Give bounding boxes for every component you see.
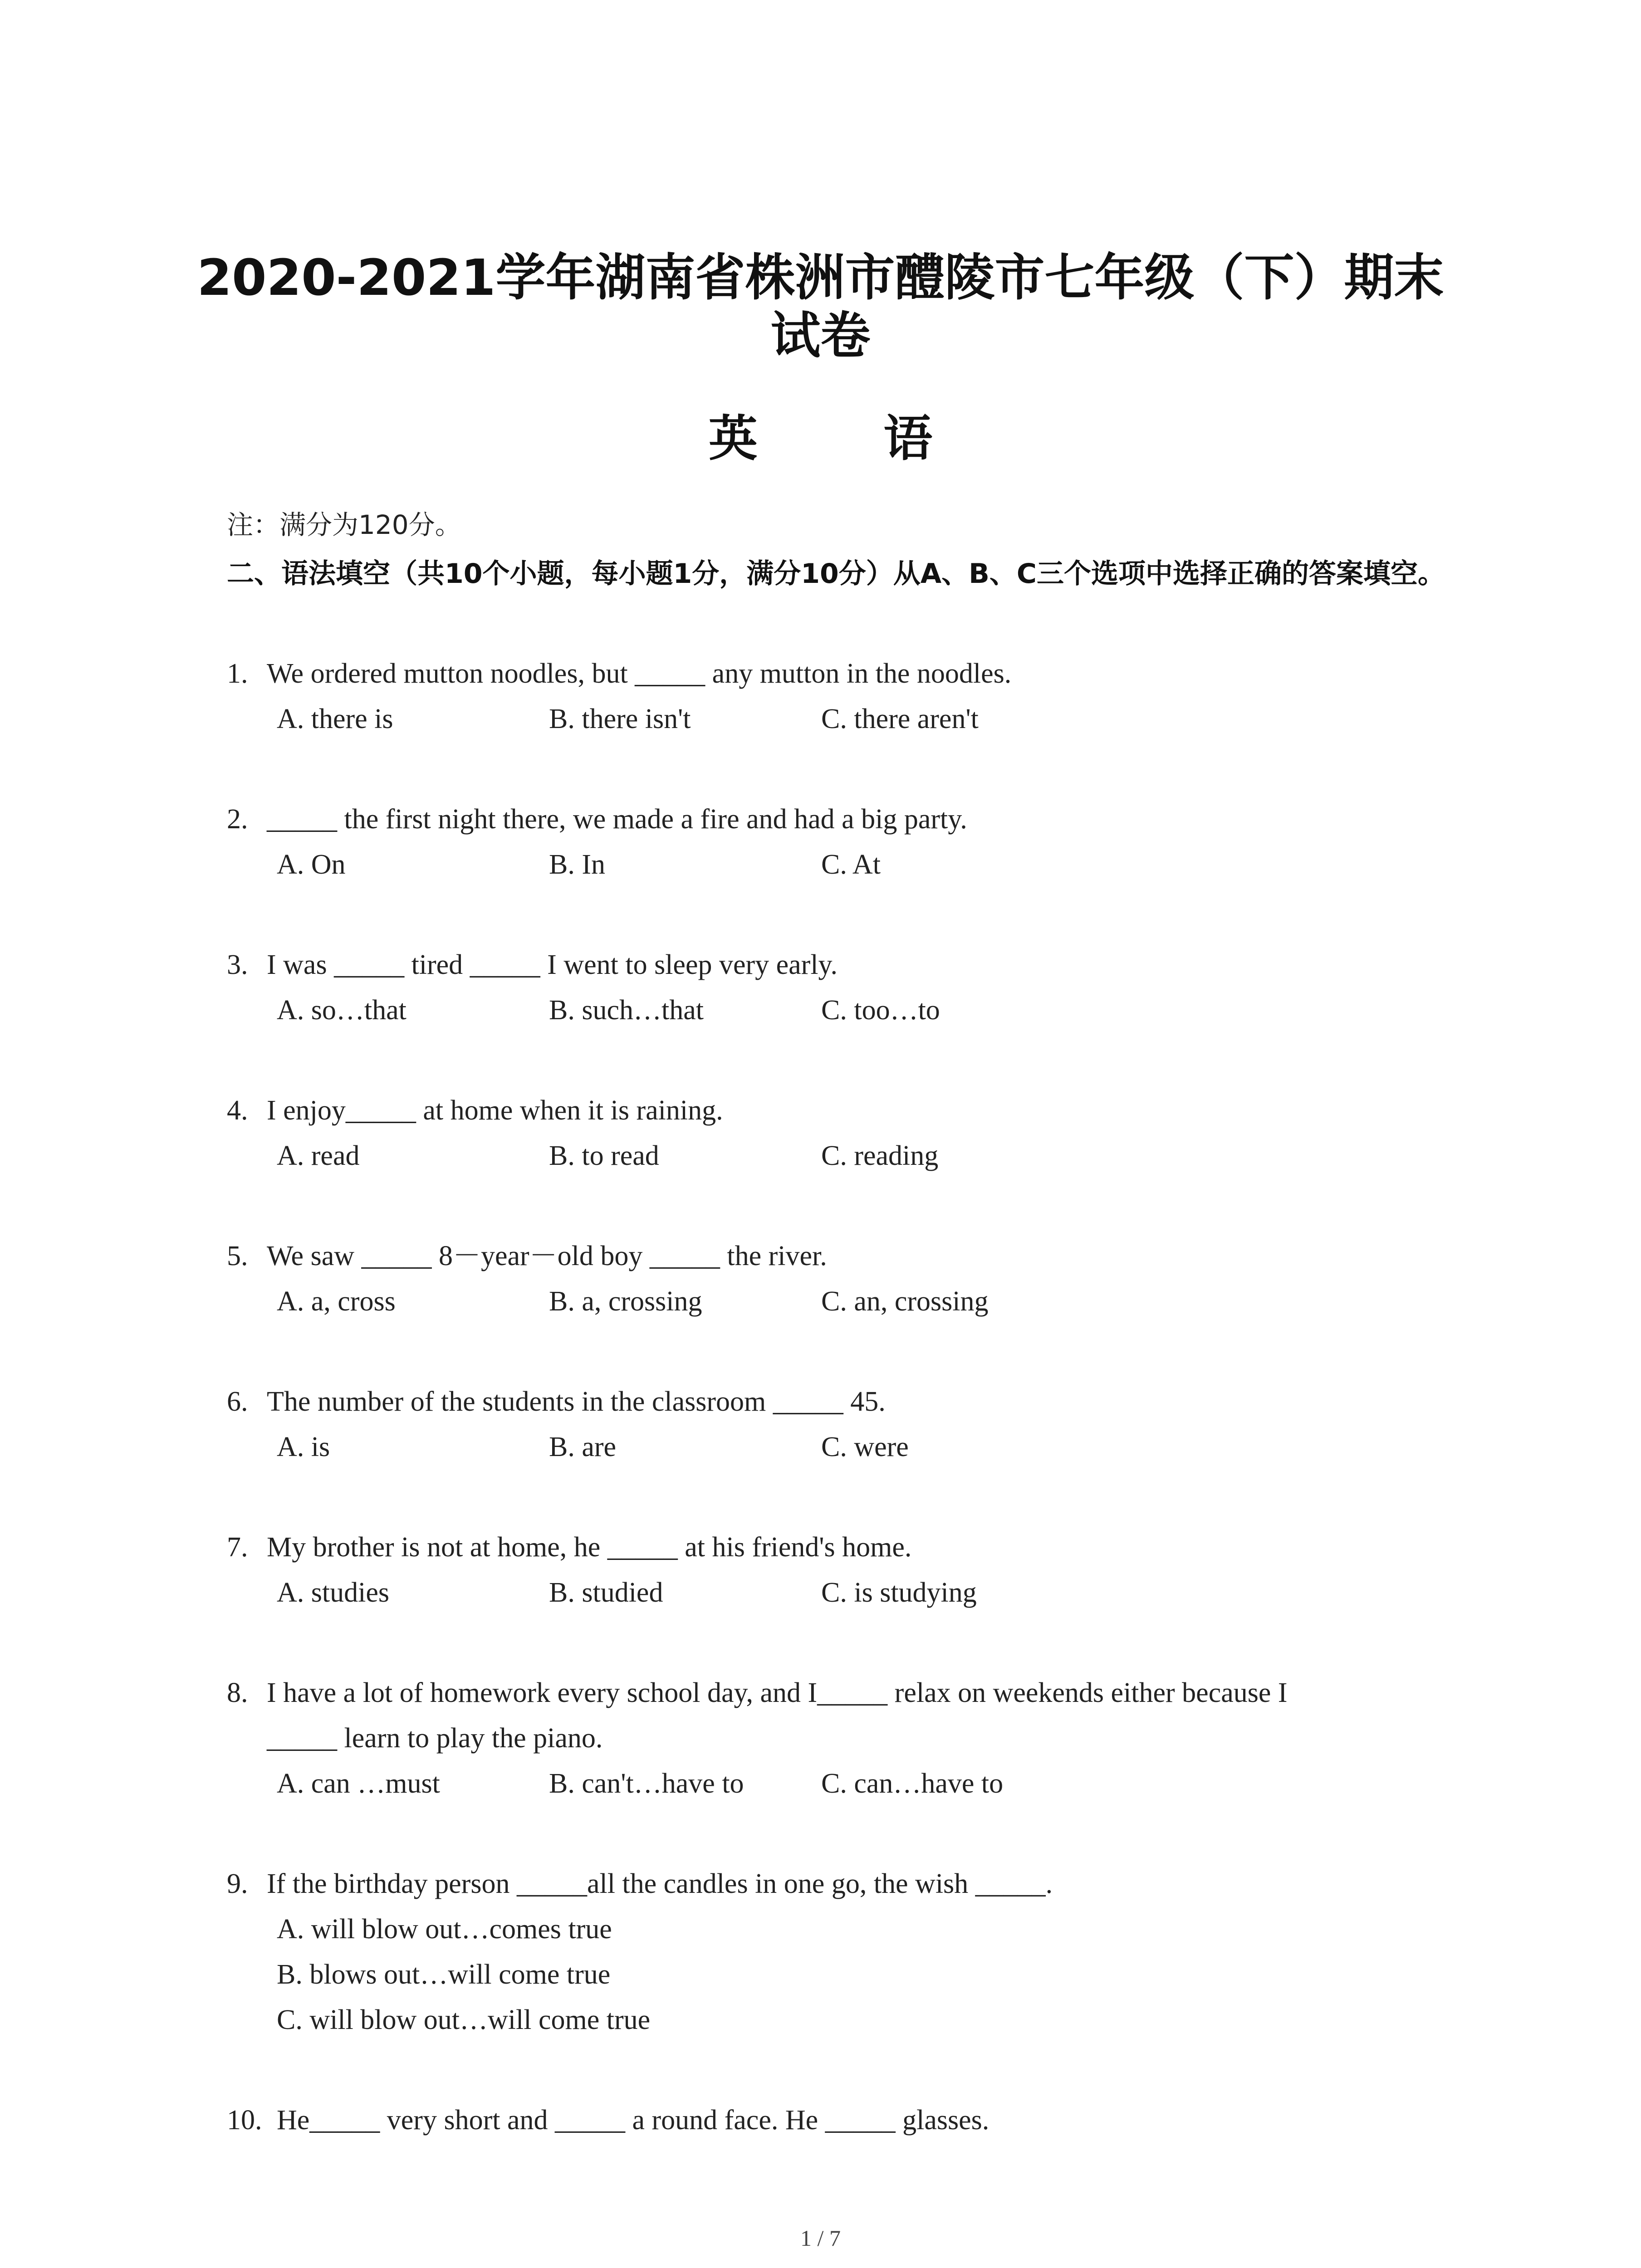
question-stem: The number of the students in the classroom _____ 45. xyxy=(267,1386,886,1417)
option-a: A. read xyxy=(277,1140,360,1171)
option-b: B. such…that xyxy=(549,995,704,1026)
question-6 xyxy=(227,1379,1497,1470)
question-9 xyxy=(227,1861,1497,2043)
option-a: A. can …must xyxy=(277,1768,440,1799)
option-c: C. reading xyxy=(821,1140,939,1171)
page-indicator: 1 / 7 xyxy=(800,2225,841,2251)
option-c: C. there aren't xyxy=(821,704,979,734)
options-row xyxy=(227,1133,1497,1178)
option-c: C. too…to xyxy=(821,995,940,1026)
question-number: 1. xyxy=(227,658,248,689)
options-row xyxy=(227,1424,1497,1470)
question-stem: I have a lot of homework every school day, and I_____ relax on weekends either because I xyxy=(267,1677,1288,1708)
score-note: 注：满分为120分。 xyxy=(227,509,461,540)
option-b: B. to read xyxy=(549,1140,659,1171)
options-row xyxy=(227,987,1497,1033)
question-3 xyxy=(227,942,1497,1033)
section-heading: 二、语法填空（共10个小题，每小题1分，满分10分）从A、B、C三个选项中选择正确的答案填空。 xyxy=(227,558,1445,590)
question-number: 2. xyxy=(227,804,248,835)
question-stem: _____ the first night there, we made a fire and had a big party. xyxy=(267,804,967,835)
option-b: B. studied xyxy=(549,1577,663,1608)
question-stem: We saw _____ 8－year－old boy _____ the river. xyxy=(267,1241,827,1271)
option-c: C. were xyxy=(821,1432,909,1462)
question-number: 5. xyxy=(227,1241,248,1271)
options-row xyxy=(227,1761,1497,1806)
options-row xyxy=(227,1279,1497,1324)
question-stem: He_____ very short and _____ a round face. He _____ glasses. xyxy=(277,2105,989,2136)
question-stem: If the birthday person _____all the candles in one go, the wish _____. xyxy=(267,1868,1053,1899)
option-b: B. there isn't xyxy=(549,704,691,734)
option-c: C. will blow out…will come true xyxy=(277,2004,651,2035)
option-a: A. so…that xyxy=(277,995,407,1026)
question-number: 10. xyxy=(227,2105,262,2136)
question-stem: I enjoy_____ at home when it is raining. xyxy=(267,1095,723,1126)
question-stem: I was _____ tired _____ I went to sleep very early. xyxy=(267,949,838,980)
question-10 xyxy=(227,2097,1497,2143)
options-row xyxy=(227,842,1497,887)
question-2 xyxy=(227,797,1497,887)
question-number: 9. xyxy=(227,1868,248,1899)
option-a: A. is xyxy=(277,1432,330,1462)
question-stem: We ordered mutton noodles, but _____ any mutton in the noodles. xyxy=(267,658,1012,689)
option-a: A. there is xyxy=(277,704,393,734)
question-1 xyxy=(227,651,1497,742)
question-5 xyxy=(227,1233,1497,1324)
option-b: B. In xyxy=(549,849,605,880)
option-a: A. On xyxy=(277,849,346,880)
option-b: B. blows out…will come true xyxy=(277,1959,611,1990)
option-a: A. a, cross xyxy=(277,1286,396,1317)
subject-heading: 英 语 xyxy=(708,411,987,467)
question-4 xyxy=(227,1088,1497,1178)
option-c: C. an, crossing xyxy=(821,1286,989,1317)
option-b: B. can't…have to xyxy=(549,1768,744,1799)
option-b: B. are xyxy=(549,1432,617,1462)
options-row xyxy=(227,1570,1497,1615)
option-a: A. studies xyxy=(277,1577,389,1608)
question-number: 7. xyxy=(227,1532,248,1563)
question-number: 4. xyxy=(227,1095,248,1126)
question-stem: My brother is not at home, he _____ at his friend's home. xyxy=(267,1532,912,1563)
question-7 xyxy=(227,1525,1497,1615)
option-c: C. can…have to xyxy=(821,1768,1004,1799)
question-number: 6. xyxy=(227,1386,248,1417)
option-c: C. is studying xyxy=(821,1577,977,1608)
options-row xyxy=(227,696,1497,742)
option-c: C. At xyxy=(821,849,881,880)
question-number: 8. xyxy=(227,1677,248,1708)
question-number: 3. xyxy=(227,949,248,980)
question-8 xyxy=(227,1670,1497,1806)
page-title-line-2: 试卷 xyxy=(770,307,871,365)
option-a: A. will blow out…comes true xyxy=(277,1914,612,1945)
question-stem-continued: _____ learn to play the piano. xyxy=(267,1723,603,1754)
option-b: B. a, crossing xyxy=(549,1286,702,1317)
page-title-line-1: 2020-2021学年湖南省株洲市醴陵市七年级（下）期末 xyxy=(197,249,1444,307)
